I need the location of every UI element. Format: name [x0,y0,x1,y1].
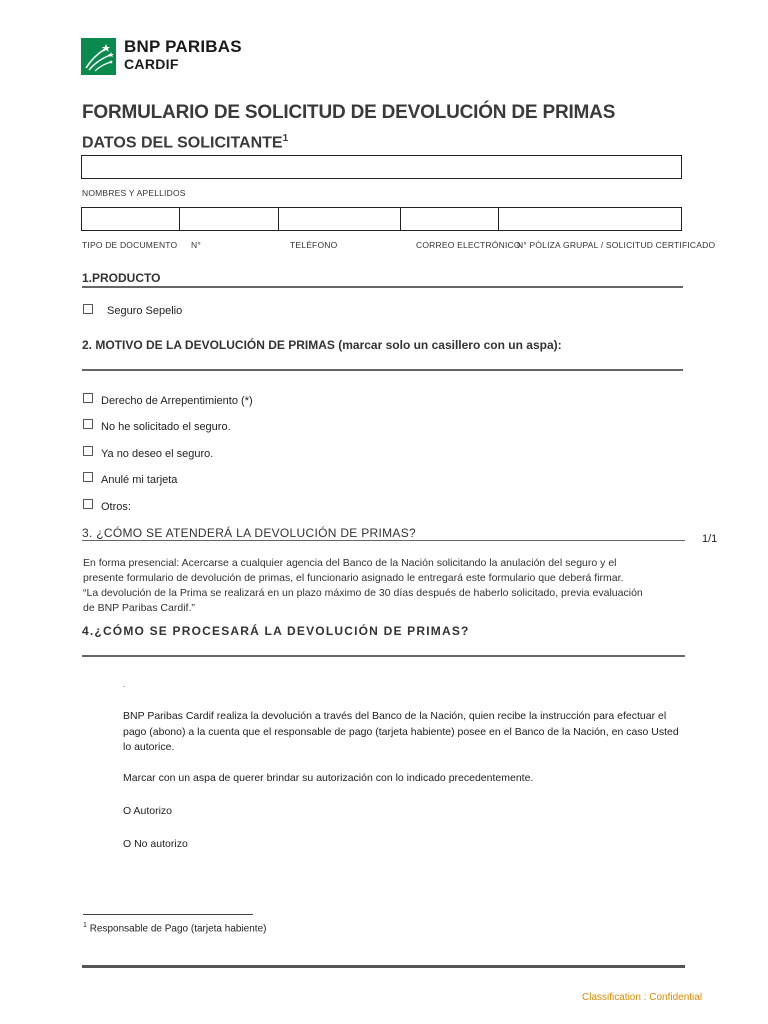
divider [82,655,685,657]
divider [82,369,683,371]
applicant-section-title [82,133,288,152]
applicant-section-label: DATOS DEL SOLICITANTE [82,134,283,152]
reason-option-label: Ya no deseo el seguro. [101,448,214,460]
email-label: CORREO ELECTRÓNICO [416,240,521,250]
footnote-ref: 1 [282,133,289,144]
reason-option-label: Otros: [101,501,131,513]
reason-header: 2. MOTIVO DE LA DEVOLUCIÓN DE PRIMAS (marcar solo un casillero con un aspa): [82,338,562,352]
phone-input[interactable] [278,207,401,231]
paragraph-line: de BNP Paribas Cardif.” [83,602,195,614]
paragraph-line: BNP Paribas Cardif realiza la devolución a través del Banco de la Nación, quien recibe la instrucción para efectuar el [123,710,667,722]
reason-option-label: Anulé mi tarjeta [101,474,178,486]
full-name-label: NOMBRES Y APELLIDOS [82,188,186,198]
footnote-text: Responsable de Pago (tarjeta habiente) [89,923,267,935]
divider [82,540,685,541]
policy-input[interactable] [498,207,682,231]
processing-paragraph [123,709,723,756]
email-input[interactable] [400,207,499,231]
doc-number-input[interactable] [179,207,279,231]
authorization-instruction: Marcar con un aspa de querer brindar su autorización con lo indicado precedentemente. [123,772,534,784]
product-option-label: Seguro Sepelio [107,305,183,317]
reason-option-label: No he solicitado el seguro. [101,421,231,433]
reason-option-label: Derecho de Arrepentimiento (*) [101,395,253,407]
page-number: 1/1 [702,533,718,545]
reason-checkbox[interactable] [83,419,93,429]
authorize-option[interactable]: O Autorizo [123,805,173,817]
doc-type-label: TIPO DE DOCUMENTO [82,240,178,250]
footnote-separator [83,914,253,915]
paragraph-line: En forma presencial: Acercarse a cualquier agencia del Banco de la Nación solicitando la anulación del seguro y el [83,557,617,569]
classification-label: Classification : Confidential [582,992,703,1003]
reason-checkbox[interactable] [83,499,93,509]
phone-label: TELÉFONO [290,240,338,250]
stray-dot: . [123,680,126,689]
paragraph-line: lo autorice. [123,741,175,753]
divider [82,965,685,968]
divider [82,286,683,288]
brand-subname: CARDIF [124,56,179,72]
brand-name: BNP PARIBAS [124,37,242,56]
footnote-mark: 1 [83,922,87,929]
do-not-authorize-option[interactable]: O No autorizo [123,838,188,850]
reason-checkbox[interactable] [83,472,93,482]
full-name-input[interactable] [81,155,682,179]
footnote [83,922,266,934]
policy-label: N° PÓLIZA GRUPAL / SOLICITUD CERTIFICADO [517,240,716,250]
brand-logo-icon [81,38,116,75]
processing-header: 4.¿CÓMO SE PROCESARÁ LA DEVOLUCIÓN DE PRIMAS? [82,624,470,638]
paragraph-line: presente formulario de devolución de primas, el funcionario asignado le entregará este formulario que deberá firmar. [83,572,624,584]
reason-checkbox[interactable] [83,446,93,456]
document-title: FORMULARIO DE SOLICITUD DE DEVOLUCIÓN DE PRIMAS [82,102,616,123]
product-checkbox[interactable] [83,304,93,314]
doc-type-input[interactable] [81,207,180,231]
attention-header: 3. ¿CÓMO SE ATENDERÁ LA DEVOLUCIÓN DE PRIMAS? [82,526,417,540]
stars-icon [81,38,116,75]
paragraph-line: pago (abono) a la cuenta que el responsable de pago (tarjeta habiente) posee en el Banco de la Nación, en caso Usted [123,725,679,738]
doc-number-label: N° [191,240,201,250]
product-header: 1.PRODUCTO [82,271,161,285]
reason-checkbox[interactable] [83,393,93,403]
paragraph-line: “La devolución de la Prima se realizará en un plazo máximo de 30 días después de haberlo solicitado, previa evaluación [83,587,643,599]
attention-paragraph [83,556,688,616]
